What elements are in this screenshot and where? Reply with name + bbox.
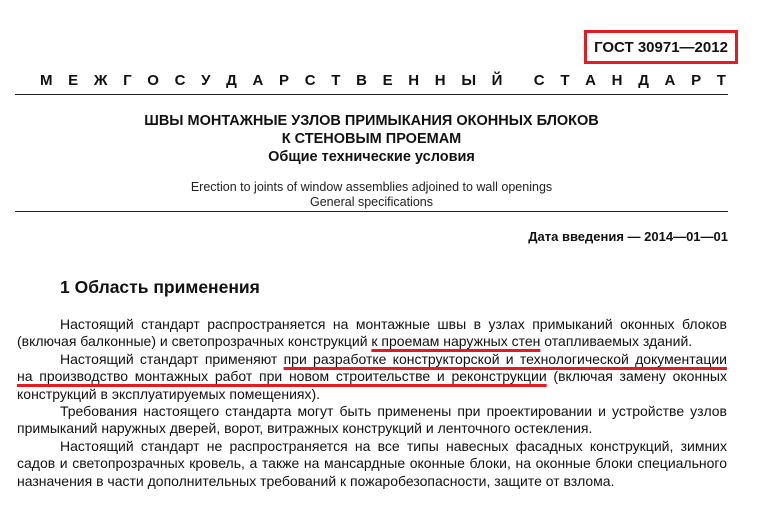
letter: А [664,72,676,89]
paragraph-text: (включая замену оконных конструкций в эксплуатируемых помещениях). [17,368,727,402]
letter: Т [560,72,570,89]
letter: Д [226,72,237,89]
english-title-line-1: Erection to joints of window assemblies adjoined to wall openings [190,180,553,194]
paragraph [17,316,727,351]
paragraph [17,351,727,403]
english-title [15,180,728,210]
letter: М [40,72,53,89]
letter: Р [691,72,702,89]
document-title [15,112,728,166]
letter: С [533,72,545,89]
paragraph-text: Настоящий стандарт применяют [60,350,284,367]
letter: Т [716,72,726,89]
header-divider [15,94,728,95]
letter: Н [408,72,420,89]
paragraph-text: отапливаемых зданий. [540,333,693,350]
paragraph: Настоящий стандарт не распространяется на все типы навесных фасадных конструкций, зимних садов и светопрозрачных кровель, а также на мансардные оконные блоки, на оконные блоки специального назначения в части дополнительных требований к пожаробезопасности, защите от взлома. [17,437,727,489]
letter: Ы [461,72,476,89]
section-heading: 1 Область применения [60,277,260,297]
paragraph-text: Настоящий стандарт распространяется на монтажные швы в узлах примыканий оконных блоков (включая балконные) и светопрозрачных конструкций [17,316,727,350]
letter: Е [382,72,393,89]
letter: А [252,72,264,89]
interstate-standard-heading [40,72,726,89]
letter: Т [331,72,341,89]
letter: О [147,72,159,89]
letter: А [585,72,596,89]
title-line-1: ШВЫ МОНТАЖНЫЕ УЗЛОВ ПРИМЫКАНИЯ ОКОННЫХ БЛОКОВ [144,113,599,129]
title-subtitle: Общие технические условия [268,149,475,165]
highlighted-text: при разработке конструкторской и технологической документации на производство монтажных работ при новом строительстве и реконструкции [17,350,727,385]
letter: Г [123,72,132,89]
title-divider [15,211,728,212]
letter: Е [68,72,79,89]
letter: У [201,72,211,89]
letter: Д [638,72,649,89]
letter: С [304,72,316,89]
letter: Ж [93,72,108,89]
highlighted-text: к проемам наружных стен [371,333,541,350]
introduction-date: Дата введения — 2014—01—01 [528,229,728,244]
gost-number-box [584,30,738,64]
section-body [17,316,727,490]
letter: Й [491,72,503,89]
letter: Н [434,72,446,89]
letter: Н [611,72,623,89]
letter: В [356,72,367,89]
letter: Р [279,72,290,89]
english-title-line-2: General specifications [310,195,433,209]
paragraph: Требования настоящего стандарта могут быть применены при проектировании и устройстве узлов примыканий наружных дверей, ворот, витражных конструкций и ленточного остекления. [17,403,727,437]
gost-number: ГОСТ 30971—2012 [594,38,728,56]
letter: С [174,72,186,89]
title-line-2: К СТЕНОВЫМ ПРОЕМАМ [281,131,462,147]
